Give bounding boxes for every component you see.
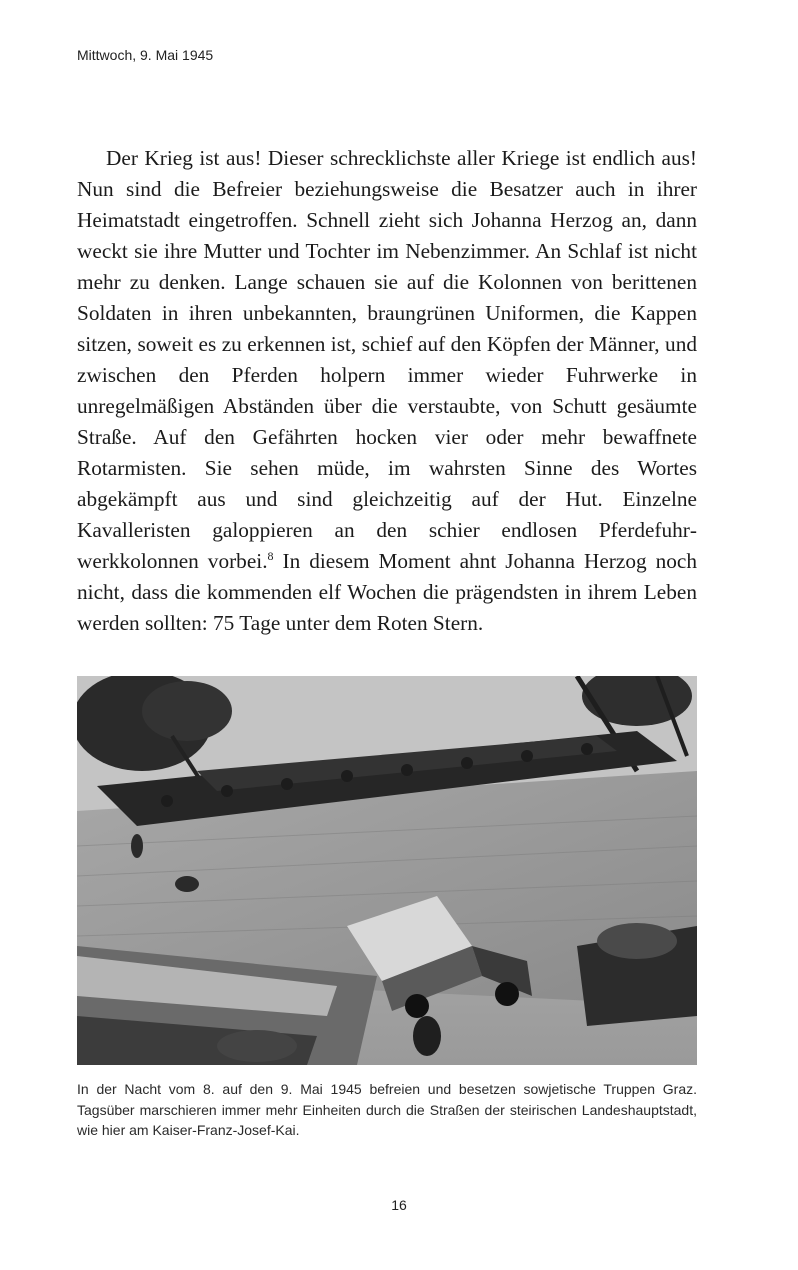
footnote-marker: 8 — [267, 549, 274, 563]
historical-photograph — [77, 676, 697, 1065]
body-paragraph — [77, 143, 697, 639]
figure-caption: In der Nacht vom 8. auf den 9. Mai 1945 befreien und besetzen sowjetische Truppen Graz. Tagsüber marschieren immer mehr Einheiten durch die Straßen der steirischen Landeshauptstadt, wie hier am Kaiser-Franz-Josef-Kai. — [77, 1081, 697, 1138]
paragraph-text-part-2: In diesem Moment ahnt Johanna Herzog noch nicht, dass die kommenden elf Wochen die prägendsten in ihrem Leben werden sollten: 75 Tage unter dem Roten Stern. — [77, 549, 698, 635]
paragraph-text-part-1: Der Krieg ist aus! Dieser schrecklichste aller Kriege ist endlich aus! Nun sind die Befreier beziehungsweise die Besatzer auch in ihrer Heimatstadt eingetroffen. Schnell zieht sich Johanna Herzog an, dann weckt sie ihre Mutter und Tochter im Nebenzimmer. An Schlaf ist nicht mehr zu denken. Lange schauen sie auf die Kolonnen von berittenen Soldaten in ihren unbekannten, braungrünen Uniformen, die Kappen sitzen, soweit es zu erkennen ist, schief auf den Köpfen der Männer, und zwischen den Pferden holpern immer wieder Fuhrwerke in unregelmäßigen Abständen über die verstaubte, von Schutt gesäumte Straße. Auf den Gefährten hocken vier oder mehr bewaffnete Rotarmisten. Sie sehen müde, im wahrsten Sinne des Wortes abgekämpft aus und sind gleichzeitig auf der Hut. Einzelne Kavalleristen galoppieren an den schier endlosen Pferdefuhrwerkkolonnen vorbei. — [77, 146, 697, 573]
photograph-illustration — [77, 676, 697, 1065]
page-number: 16 — [391, 1197, 407, 1213]
running-head: Mittwoch, 9. Mai 1945 — [77, 47, 214, 63]
